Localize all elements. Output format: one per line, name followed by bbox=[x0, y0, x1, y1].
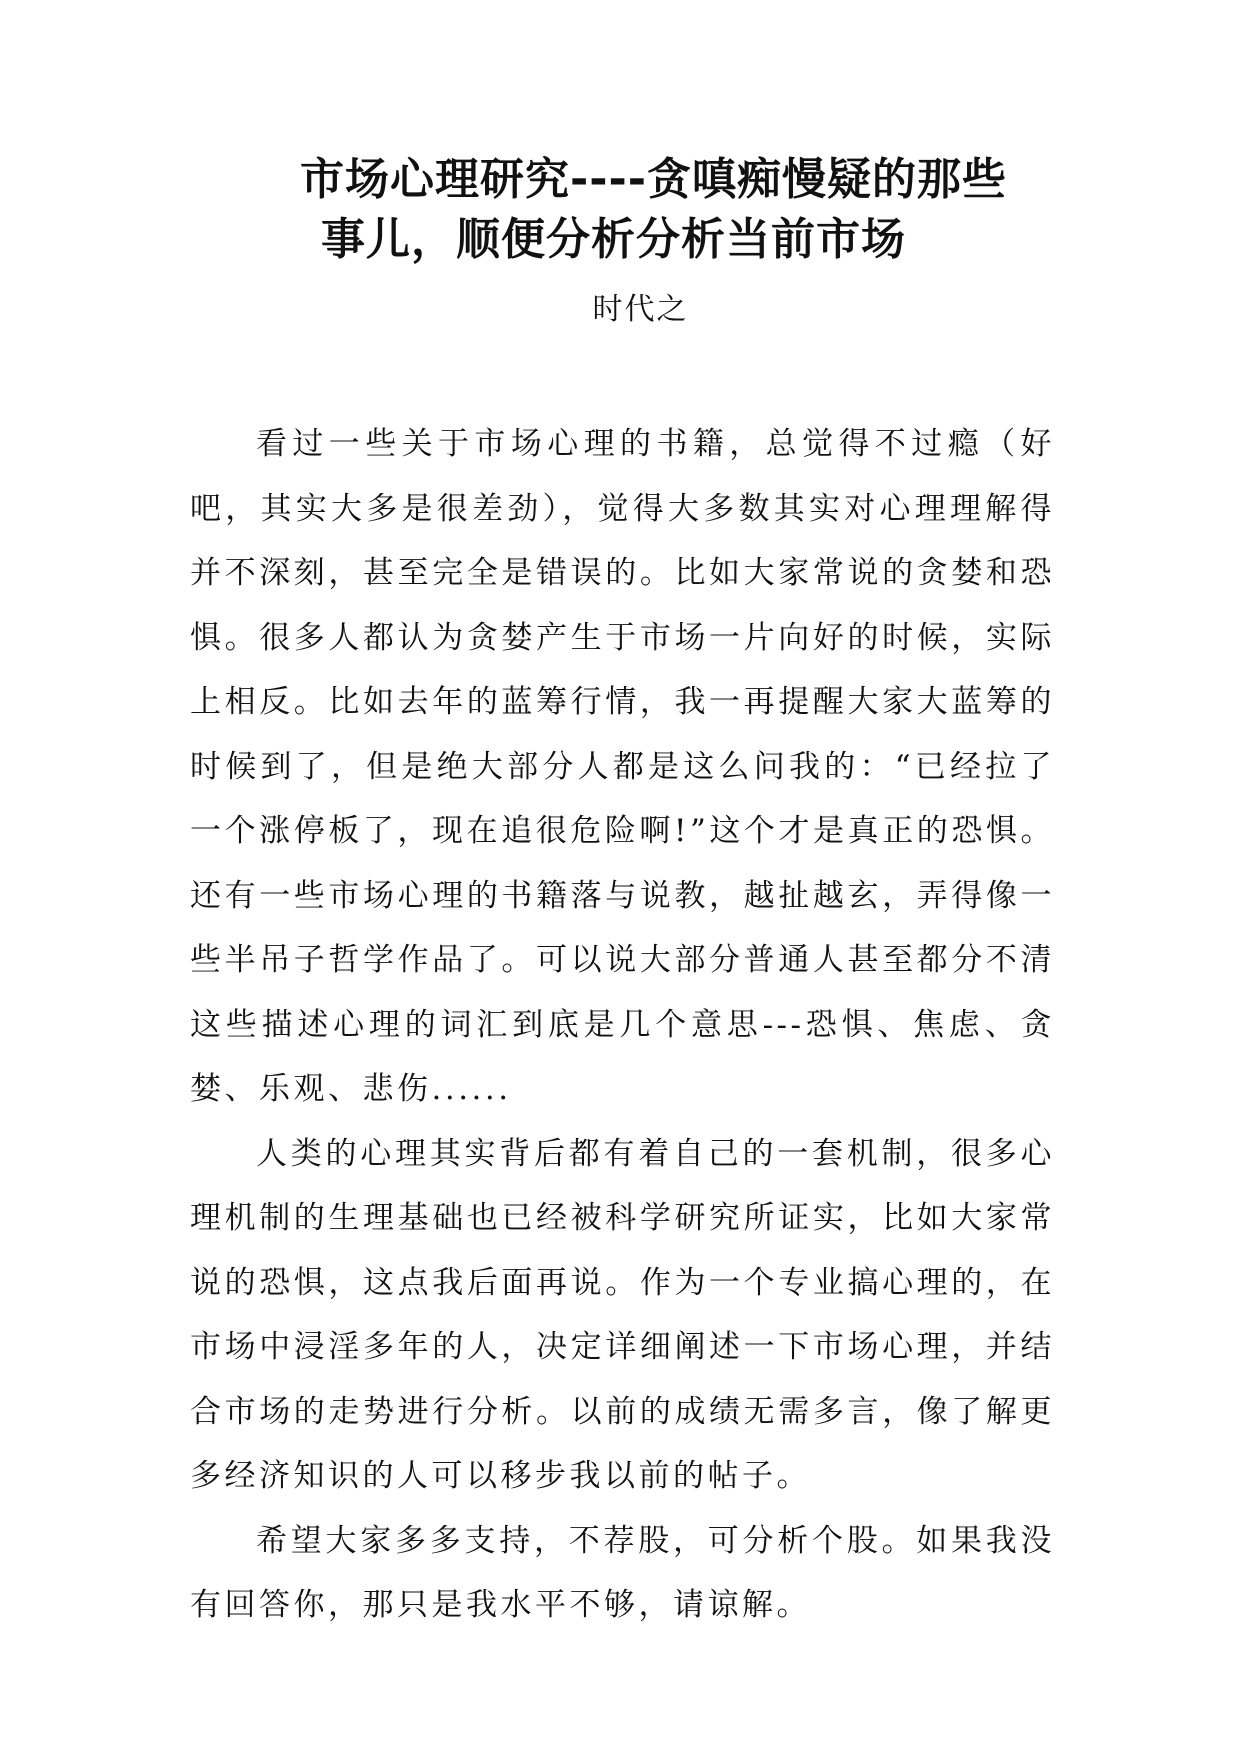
paragraph-3: 希望大家多多支持，不荐股，可分析个股。如果我没有回答你，那只是我水平不够，请谅解。 bbox=[190, 1522, 1055, 1623]
title-line-2: 事儿，顺便分析分析当前市场 bbox=[321, 214, 906, 265]
paragraph-1: 看过一些关于市场心理的书籍，总觉得不过瘾（好吧，其实大多是很差劲），觉得大多数其实对心理理解得并不深刻，甚至完全是错误的。比如大家常说的贪婪和恐惧。很多人都认为贪婪产生于市场一片向好的时候，实际上相反。比如去年的蓝筹行情，我一再提醒大家大蓝筹的时候到了，但是绝大部分人都是这么问我的：“已经拉了一个涨停板了，现在追很危险啊!”这个才是真正的恐惧。还有一些市场心理的书籍落与说教，越扯越玄，弄得像一些半吊子哲学作品了。可以说大部分普通人甚至都分不清这些描述心理的词汇到底是几个意思---恐惧、焦虑、贪婪、乐观、悲伤...... bbox=[190, 426, 1055, 1107]
article-body bbox=[190, 412, 1055, 1638]
paragraph-2: 人类的心理其实背后都有着自己的一套机制，很多心理机制的生理基础也已经被科学研究所证实，比如大家常说的恐惧，这点我后面再说。作为一个专业搞心理的，在市场中浸淫多年的人，决定详细阐述一下市场心理，并结合市场的走势进行分析。以前的成绩无需多言，像了解更多经济知识的人可以移步我以前的帖子。 bbox=[190, 1135, 1055, 1494]
document-title bbox=[300, 150, 1060, 270]
title-line-1: 市场心理研究----贪嗔痴慢疑的那些 bbox=[300, 154, 1008, 205]
author-name: 时代之 bbox=[592, 292, 689, 327]
